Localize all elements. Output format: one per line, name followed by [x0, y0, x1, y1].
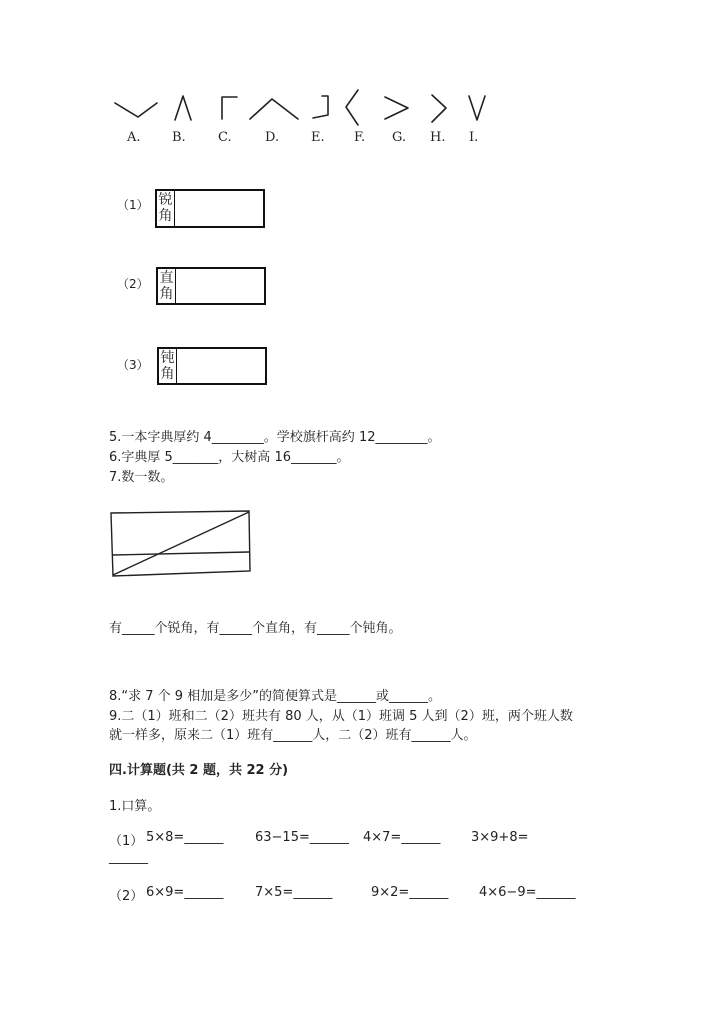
angle-label-h: H. — [430, 130, 446, 145]
angle-shape-i — [469, 96, 485, 120]
angle-shape-g — [385, 97, 408, 119]
angle-label-a: A. — [127, 130, 141, 145]
calc-row-1-item-1: 5×8=______ — [146, 830, 224, 845]
angle-label-c: C. — [218, 130, 232, 145]
angle-label-d: D. — [265, 130, 280, 145]
angle-shape-h — [432, 95, 446, 122]
question-6: 6.字典厚 5_______，大树高 16_______。 — [109, 450, 350, 465]
box-category-label: 锐 角 — [157, 191, 175, 226]
question-7: 7.数一数。 — [109, 470, 174, 485]
calc-row-1-wrap: ______ — [109, 850, 148, 865]
angle-shape-b — [175, 96, 191, 120]
question-5: 5.一本字典厚约 4________。学校旗杆高约 12________。 — [109, 430, 441, 445]
calc-row-2-item-2: 7×5=______ — [255, 885, 333, 900]
calc-row-2-item-1: 6×9=______ — [146, 885, 224, 900]
angle-label-g: G. — [392, 130, 407, 145]
classification-num-3: （3） — [117, 358, 149, 372]
acute-angle-answer-box[interactable] — [155, 189, 265, 228]
right-angle-answer-box[interactable] — [156, 267, 266, 305]
calc-row-2-item-3: 9×2=______ — [371, 885, 449, 900]
calc-title: 1.口算。 — [109, 799, 161, 814]
angle-shape-f — [346, 90, 358, 125]
angle-shape-c — [222, 97, 237, 119]
calc-row-1-num: （1） — [109, 834, 144, 849]
box-category-label: 直 角 — [158, 269, 176, 303]
angle-label-e: E. — [311, 130, 325, 145]
classification-num-2: （2） — [117, 277, 149, 291]
calc-row-2-num: （2） — [109, 889, 144, 904]
angle-label-f: F. — [354, 130, 366, 145]
calc-row-1-item-4: 3×9+8= — [471, 830, 529, 845]
angle-label-b: B. — [172, 130, 186, 145]
classification-num-1: （1） — [117, 198, 149, 212]
angle-shape-d — [250, 99, 298, 119]
angle-shape-a — [115, 103, 157, 117]
obtuse-angle-answer-box[interactable] — [157, 347, 267, 385]
calc-row-1-item-2: 63−15=______ — [255, 830, 349, 845]
section-4-heading: 四.计算题(共 2 题，共 22 分) — [109, 763, 289, 778]
calc-row-1-item-3: 4×7=______ — [363, 830, 441, 845]
question-7-answer: 有_____个锐角，有_____个直角，有_____个钝角。 — [109, 621, 402, 636]
question-9-line-1: 9.二（1）班和二（2）班共有 80 人，从（1）班调 5 人到（2）班，两个班人数 — [109, 709, 573, 724]
angle-label-i: I. — [469, 130, 479, 145]
box-category-label: 钝 角 — [159, 349, 177, 383]
angle-shape-e — [313, 96, 328, 118]
calc-row-2-item-4: 4×6−9=______ — [479, 885, 576, 900]
question-8: 8.“求 7 个 9 相加是多少”的简便算式是______或______。 — [109, 689, 441, 704]
question-9-line-2: 就一样多，原来二（1）班有______人，二（2）班有______人。 — [109, 728, 477, 743]
